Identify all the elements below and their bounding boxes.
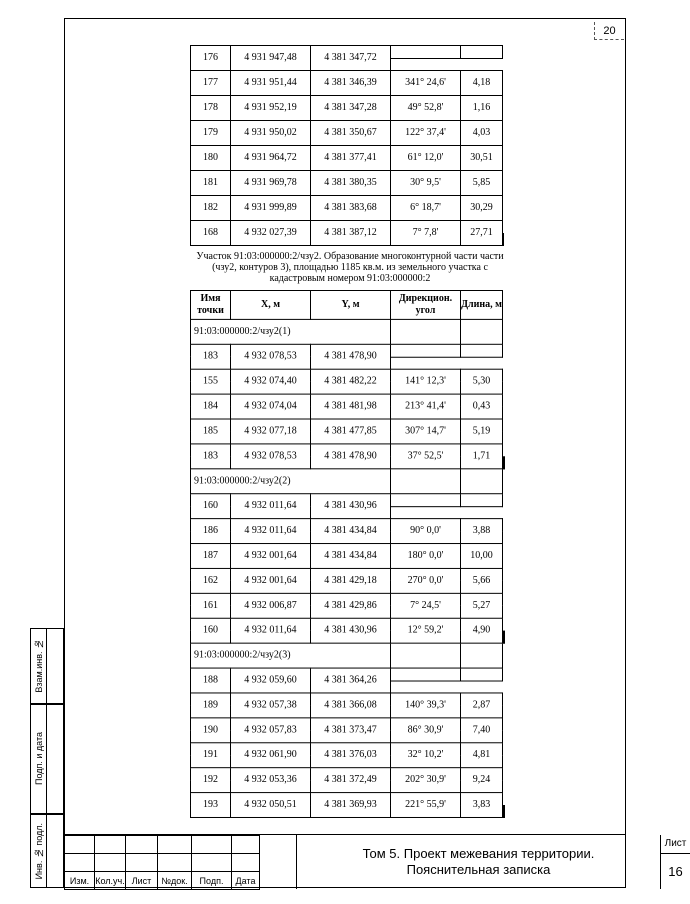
cell-point: 177 — [191, 71, 231, 96]
cell-angle: 213° 41,4' — [391, 394, 461, 419]
cell-y: 4 381 429,86 — [311, 593, 391, 618]
cell-length-empty — [461, 643, 503, 668]
cell-x: 4 932 074,04 — [231, 394, 311, 419]
cell-x: 4 932 078,53 — [231, 444, 311, 469]
title-block — [64, 834, 687, 888]
contour-label: 91:03:000000:2/чзу2(3) — [191, 643, 391, 668]
coordinates-table-2 — [190, 290, 505, 818]
cell-length: 30,51 — [461, 146, 503, 171]
cell-point: 190 — [191, 718, 231, 743]
cell-length: 5,19 — [461, 419, 503, 444]
cell-length: 30,29 — [461, 196, 503, 221]
cell-point: 186 — [191, 519, 231, 544]
cell-length-empty — [504, 233, 505, 246]
cell-x: 4 932 011,64 — [231, 618, 311, 643]
cell-y: 4 381 434,84 — [311, 544, 391, 569]
header-x: X, м — [231, 290, 311, 319]
cell-point: 162 — [191, 568, 231, 593]
table-row — [191, 221, 505, 234]
cell-point: 184 — [191, 394, 231, 419]
cell-x: 4 932 011,64 — [231, 494, 311, 519]
cell-x: 4 932 001,64 — [231, 568, 311, 593]
table-row — [191, 46, 505, 59]
document-title-line1: Том 5. Проект межевания территории. — [362, 846, 595, 861]
cell-length: 27,71 — [461, 221, 503, 246]
cell-point: 160 — [191, 618, 231, 643]
header-y: Y, м — [311, 290, 391, 319]
col-data: Дата — [232, 872, 260, 890]
cell-y: 4 381 372,49 — [311, 768, 391, 793]
cell-length: 5,85 — [461, 171, 503, 196]
cell-length-empty — [461, 469, 503, 494]
plot-caption: Участок 91:03:000000:2/чзу2. Образование многоконтурной части части (чзу2, контуров 3), площадью 1185 кв.м. из земельного участка с кадастровым номером 91:03:000000:2 — [196, 251, 504, 284]
cell-point: 180 — [191, 146, 231, 171]
table-row — [191, 693, 505, 705]
cell-point: 188 — [191, 668, 231, 693]
cell-angle: 12° 59,2' — [391, 618, 461, 643]
cell-point: 183 — [191, 344, 231, 369]
table-row — [191, 519, 505, 531]
cell-y: 4 381 376,03 — [311, 743, 391, 768]
contour-label: 91:03:000000:2/чзу2(2) — [191, 469, 391, 494]
sidebar-inv-copy-label: Взам.инв. № — [33, 639, 44, 693]
col-kol-uch: Кол.уч. — [95, 872, 126, 890]
cell-y: 4 381 346,39 — [311, 71, 391, 96]
cell-x: 4 932 057,38 — [231, 693, 311, 718]
cell-y: 4 381 380,35 — [311, 171, 391, 196]
cell-y: 4 381 430,96 — [311, 618, 391, 643]
cell-length: 3,88 — [461, 519, 503, 544]
cell-x: 4 931 950,02 — [231, 121, 311, 146]
cell-y: 4 381 369,93 — [311, 793, 391, 818]
cell-length: 7,40 — [461, 718, 503, 743]
cell-angle: 32° 10,2' — [391, 743, 461, 768]
col-podp: Подп. — [192, 872, 232, 890]
cell-point: 185 — [191, 419, 231, 444]
cell-angle-empty — [391, 469, 461, 494]
cell-length: 3,83 — [461, 793, 503, 818]
cell-angle: 49° 52,8' — [391, 96, 461, 121]
cell-y: 4 381 347,72 — [311, 46, 391, 71]
cell-angle: 270° 0,0' — [391, 568, 461, 593]
title-block-grid — [64, 835, 260, 890]
page-top-number: 20 — [594, 22, 624, 40]
cell-x: 4 932 050,51 — [231, 793, 311, 818]
cell-length: 5,27 — [461, 593, 503, 618]
cell-y: 4 381 478,90 — [311, 344, 391, 369]
cell-point: 176 — [191, 46, 231, 71]
table-row — [191, 444, 505, 456]
table-row — [191, 768, 505, 780]
sidebar-sign-date-label: Подп. и дата — [33, 732, 44, 786]
cell-y: 4 381 347,28 — [311, 96, 391, 121]
cell-x: 4 932 061,90 — [231, 743, 311, 768]
col-izm: Изм. — [65, 872, 95, 890]
cell-length: 4,18 — [461, 71, 503, 96]
sheet-box — [661, 835, 690, 889]
cell-angle-empty — [391, 643, 461, 668]
cell-x: 4 931 999,89 — [231, 196, 311, 221]
table-row — [191, 96, 505, 109]
cell-x: 4 931 947,48 — [231, 46, 311, 71]
cell-y: 4 381 482,22 — [311, 369, 391, 394]
cell-y: 4 381 478,90 — [311, 444, 391, 469]
cell-length: 4,81 — [461, 743, 503, 768]
cell-length-empty — [461, 494, 503, 506]
cell-x: 4 931 969,78 — [231, 171, 311, 196]
table-row — [191, 171, 505, 184]
cell-angle: 7° 24,5' — [391, 593, 461, 618]
cell-y: 4 381 477,85 — [311, 419, 391, 444]
cell-y: 4 381 430,96 — [311, 494, 391, 519]
table-row — [191, 494, 505, 506]
cell-y: 4 381 373,47 — [311, 718, 391, 743]
sidebar-inv-orig-label: Инв. № подл. — [33, 822, 44, 880]
contour-label: 91:03:000000:2/чзу2(1) — [191, 319, 391, 344]
cell-length-empty — [461, 46, 503, 59]
cell-x: 4 932 057,83 — [231, 718, 311, 743]
table-row — [191, 146, 505, 159]
cell-angle: 61° 12,0' — [391, 146, 461, 171]
cell-angle-empty — [391, 494, 461, 506]
cell-point: 189 — [191, 693, 231, 718]
cell-angle: 7° 7,8' — [391, 221, 461, 246]
document-title-line2: Пояснительная записка — [406, 862, 551, 877]
col-ndok: №док. — [158, 872, 192, 890]
table-row — [191, 544, 505, 556]
cell-point: 183 — [191, 444, 231, 469]
cell-point: 178 — [191, 96, 231, 121]
header-point: Имя точки — [191, 290, 231, 319]
cell-x: 4 931 951,44 — [231, 71, 311, 96]
document-title — [296, 835, 661, 889]
table-row — [191, 568, 505, 580]
cell-x: 4 932 077,18 — [231, 419, 311, 444]
cell-angle: 140° 39,3' — [391, 693, 461, 718]
sidebar-inv-orig — [30, 814, 64, 888]
table-row — [191, 121, 505, 134]
cell-x: 4 932 078,53 — [231, 344, 311, 369]
cell-length: 5,66 — [461, 568, 503, 593]
cell-angle: 37° 52,5' — [391, 444, 461, 469]
col-list: Лист — [126, 872, 158, 890]
cell-y: 4 381 350,67 — [311, 121, 391, 146]
cell-x: 4 932 001,64 — [231, 544, 311, 569]
cell-angle: 202° 30,9' — [391, 768, 461, 793]
cell-length: 1,16 — [461, 96, 503, 121]
cell-angle: 122° 37,4' — [391, 121, 461, 146]
cell-length-empty — [461, 668, 503, 680]
cell-y: 4 381 366,08 — [311, 693, 391, 718]
cell-length: 0,43 — [461, 394, 503, 419]
cell-x: 4 932 053,36 — [231, 768, 311, 793]
table-row — [191, 369, 505, 381]
table-row — [191, 593, 505, 605]
cell-length-empty — [461, 344, 503, 356]
cell-point: 182 — [191, 196, 231, 221]
cell-angle-empty — [391, 344, 461, 356]
cell-length: 4,90 — [461, 618, 503, 643]
cell-length: 5,30 — [461, 369, 503, 394]
cell-point: 193 — [191, 793, 231, 818]
cell-angle: 90° 0,0' — [391, 519, 461, 544]
cell-y: 4 381 387,12 — [311, 221, 391, 246]
cell-length: 1,71 — [461, 444, 503, 469]
cell-length: 10,00 — [461, 544, 503, 569]
sidebar-sign-date — [30, 704, 64, 814]
cell-angle-empty — [391, 668, 461, 680]
cell-angle: 307° 14,7' — [391, 419, 461, 444]
cell-y: 4 381 481,98 — [311, 394, 391, 419]
cell-point: 168 — [191, 221, 231, 246]
cell-point: 191 — [191, 743, 231, 768]
cell-angle: 180° 0,0' — [391, 544, 461, 569]
cell-x: 4 932 059,60 — [231, 668, 311, 693]
cell-angle-empty — [391, 46, 461, 59]
sheet-label: Лист — [661, 835, 690, 854]
cell-x: 4 931 952,19 — [231, 96, 311, 121]
cell-length-empty — [504, 456, 505, 468]
cell-y: 4 381 364,26 — [311, 668, 391, 693]
cell-length: 2,87 — [461, 693, 503, 718]
sidebar-inv-copy — [30, 628, 64, 704]
cell-y: 4 381 434,84 — [311, 519, 391, 544]
cell-y: 4 381 429,18 — [311, 568, 391, 593]
cell-angle-empty — [391, 319, 461, 344]
table-row — [191, 71, 505, 84]
table-row — [191, 743, 505, 755]
header-length: Длина, м — [461, 290, 503, 319]
cell-length-empty — [504, 805, 505, 817]
cell-angle: 86° 30,9' — [391, 718, 461, 743]
cell-point: 192 — [191, 768, 231, 793]
cell-point: 161 — [191, 593, 231, 618]
cell-length-empty — [504, 631, 505, 643]
cell-x: 4 932 011,64 — [231, 519, 311, 544]
cell-y: 4 381 377,41 — [311, 146, 391, 171]
cell-x: 4 932 006,87 — [231, 593, 311, 618]
cell-angle: 141° 12,3' — [391, 369, 461, 394]
table-row — [191, 718, 505, 730]
table-row — [191, 344, 505, 356]
sheet-number: 16 — [668, 864, 683, 879]
cell-point: 179 — [191, 121, 231, 146]
header-angle: Дирекцион. угол — [391, 290, 461, 319]
cell-x: 4 932 027,39 — [231, 221, 311, 246]
cell-length-empty — [461, 319, 503, 344]
cell-angle: 30° 9,5' — [391, 171, 461, 196]
cell-y: 4 381 383,68 — [311, 196, 391, 221]
table-row — [191, 793, 505, 805]
cell-length: 9,24 — [461, 768, 503, 793]
cell-point: 181 — [191, 171, 231, 196]
table-row — [191, 419, 505, 431]
cell-point: 187 — [191, 544, 231, 569]
coordinates-table-1 — [190, 45, 504, 246]
cell-point: 155 — [191, 369, 231, 394]
cell-angle: 221° 55,9' — [391, 793, 461, 818]
cell-x: 4 932 074,40 — [231, 369, 311, 394]
cell-angle: 6° 18,7' — [391, 196, 461, 221]
cell-angle: 341° 24,6' — [391, 71, 461, 96]
table-row — [191, 196, 505, 209]
cell-point: 160 — [191, 494, 231, 519]
table-row — [191, 394, 505, 406]
table-row — [191, 618, 505, 630]
cell-x: 4 931 964,72 — [231, 146, 311, 171]
cell-length: 4,03 — [461, 121, 503, 146]
table-row — [191, 668, 505, 680]
